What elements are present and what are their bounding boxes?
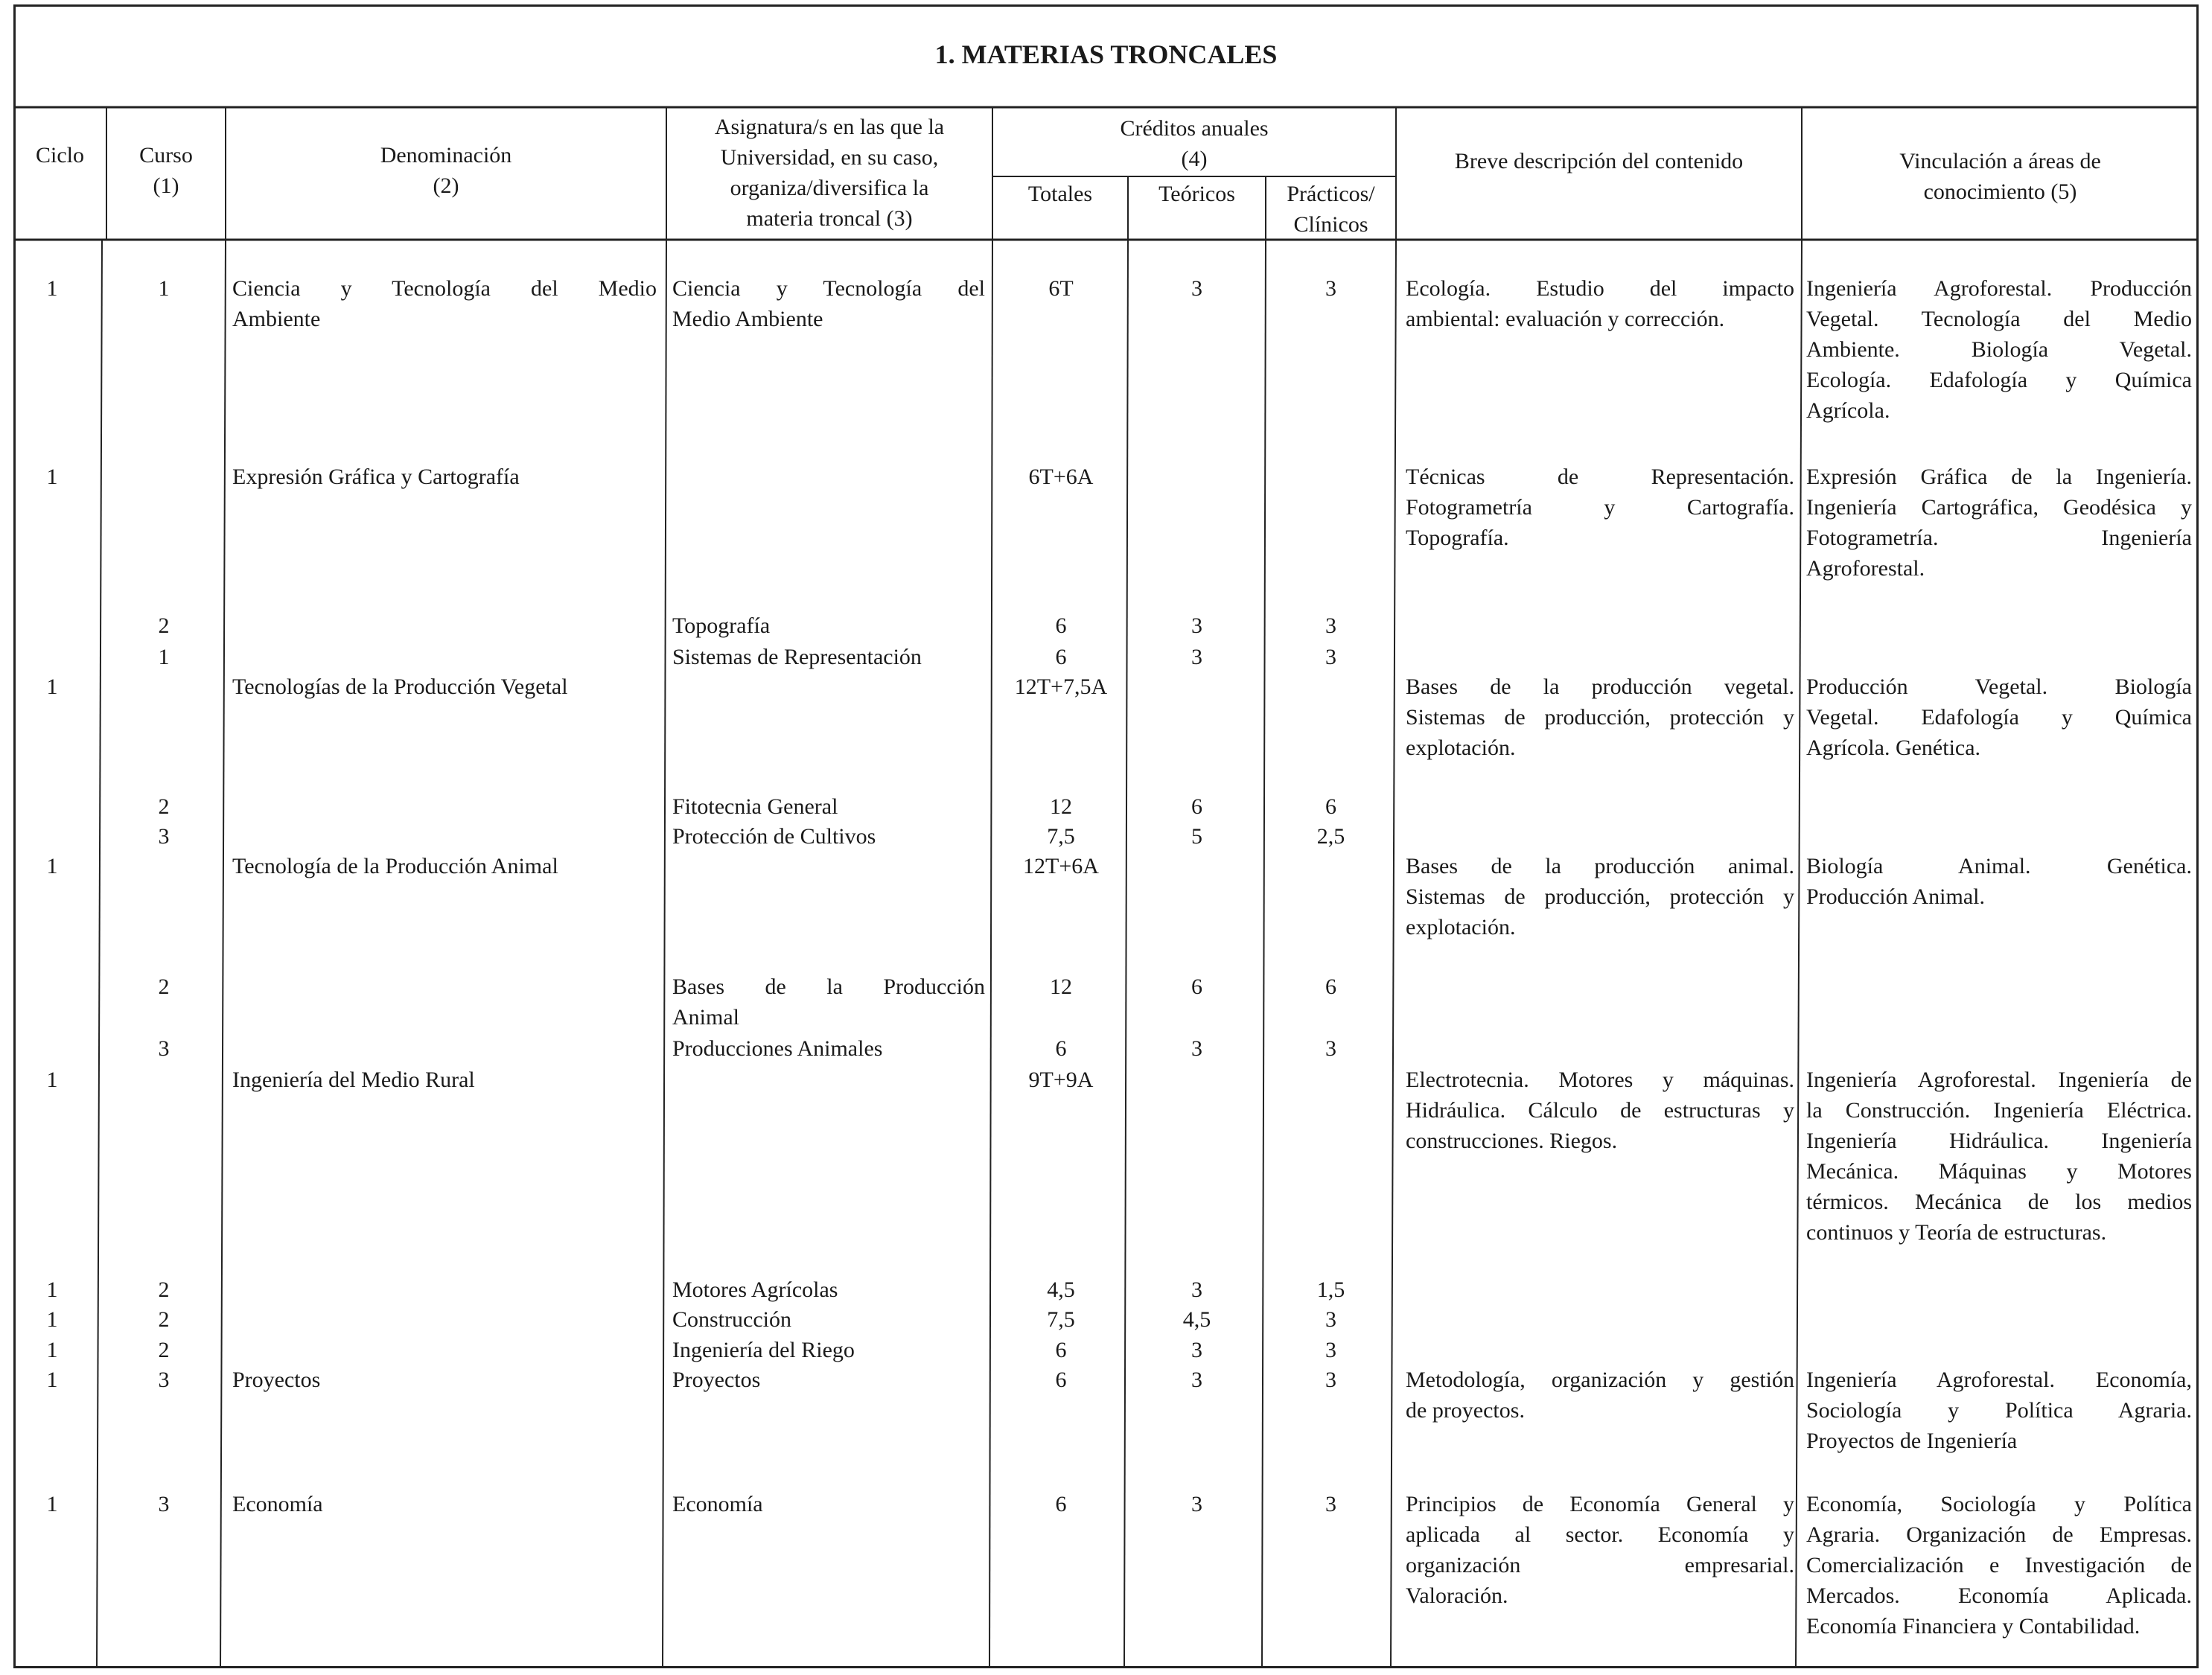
tot-line: 6T (1048, 276, 1074, 301)
tot-line: 12 (1050, 794, 1072, 819)
cell-asig (672, 1274, 985, 1305)
teo-line: 3 (1191, 1368, 1202, 1392)
desc-line: ambiental: evaluación y corrección. (1406, 307, 1725, 331)
tot-line: 6 (1055, 645, 1067, 669)
cell-teo (1128, 273, 1266, 304)
cell-pra (1266, 610, 1396, 641)
cell-tot (994, 1033, 1128, 1064)
vinc-line: Proyectos de Ingeniería (1806, 1429, 2018, 1453)
tot-line: 6 (1055, 1338, 1067, 1362)
tot-line: 7,5 (1047, 1307, 1075, 1332)
vinc-line: Mercados. Economía Aplicada. (1806, 1583, 2192, 1608)
desc-line: Fotogrametría y Cartografía. (1406, 495, 1794, 520)
desc-line: organización empresarial. (1406, 1553, 1794, 1577)
teo-line: 3 (1191, 1277, 1202, 1302)
cell-tot (994, 1065, 1128, 1095)
cell-curso (112, 1304, 216, 1335)
desc-line: Valoración. (1406, 1583, 1508, 1608)
vinc-line: Fotogrametría. Ingeniería (1806, 526, 2192, 550)
tot-line: 6 (1055, 1492, 1067, 1516)
desc-line: explotación. (1406, 736, 1516, 760)
cell-curso (112, 791, 216, 822)
curso-line: 1 (158, 276, 170, 301)
vinc-line: Economía Financiera y Contabilidad. (1806, 1614, 2141, 1639)
vinc-line: Biología Animal. Genética. (1806, 854, 2192, 878)
den-line: Expresión Gráfica y Cartografía (232, 465, 520, 489)
vinc-line: la Construcción. Ingeniería Eléctrica. (1806, 1098, 2192, 1123)
vinc-line: Sociología y Política Agraria. (1806, 1398, 2192, 1423)
cell-tot (994, 821, 1128, 852)
pra-line: 3 (1325, 645, 1336, 669)
cell-ciclo (22, 671, 82, 702)
teo-line: 3 (1191, 1036, 1202, 1061)
den-line: Tecnología de la Producción Animal (232, 854, 558, 878)
den-line: Economía (232, 1492, 323, 1516)
desc-line: Sistemas de producción, protección y (1406, 705, 1794, 730)
header-creditos: Créditos anuales (4) (1120, 116, 1269, 171)
ciclo-line: 1 (46, 1068, 58, 1092)
cell-curso (112, 1033, 216, 1064)
cell-teo (1128, 1274, 1266, 1305)
vinc-line: Ingeniería Hidráulica. Ingeniería (1806, 1129, 2192, 1153)
desc-line: explotación. (1406, 915, 1516, 939)
asig-line: Proyectos (672, 1368, 761, 1392)
teo-line: 3 (1191, 1492, 1202, 1516)
teo-line: 4,5 (1182, 1307, 1211, 1332)
cell-desc (1406, 273, 1794, 334)
cell-asig (672, 791, 985, 822)
cell-vinc (1806, 1065, 2192, 1248)
cell-ciclo (22, 1365, 82, 1395)
cell-asig (672, 1033, 985, 1064)
vinc-line: térmicos. Mecánica de los medios (1806, 1190, 2192, 1214)
header-practicos: Prácticos/ Clínicos (1287, 182, 1375, 237)
ciclo-line: 1 (46, 1338, 58, 1362)
cell-curso (112, 273, 216, 304)
cell-pra (1266, 1274, 1396, 1305)
pra-line: 3 (1325, 1036, 1336, 1061)
cell-ciclo (22, 851, 82, 881)
cell-asig (672, 1365, 985, 1395)
cell-den (232, 1365, 657, 1395)
pra-line: 3 (1325, 1338, 1336, 1362)
cell-vinc (1806, 273, 2192, 426)
desc-line: Bases de la producción vegetal. (1406, 674, 1794, 699)
cell-ciclo (22, 1274, 82, 1305)
cell-asig (672, 1489, 985, 1519)
tot-line: 6 (1055, 1368, 1067, 1392)
asig-line: Ingeniería del Riego (672, 1338, 855, 1362)
desc-line: aplicada al sector. Economía y (1406, 1522, 1794, 1547)
cell-curso (112, 610, 216, 641)
curso-line: 2 (158, 1307, 170, 1332)
cell-den (232, 462, 657, 492)
vinc-line: Producción Vegetal. Biología (1806, 674, 2192, 699)
curso-line: 3 (158, 1492, 170, 1516)
cell-curso (112, 1335, 216, 1365)
vinc-line: Ambiente. Biología Vegetal. (1806, 337, 2192, 362)
asig-line: Medio Ambiente (672, 307, 823, 331)
desc-line: Técnicas de Representación. (1406, 465, 1794, 489)
cell-tot (994, 1335, 1128, 1365)
asig-line: Fitotecnia General (672, 794, 838, 819)
cell-pra (1266, 642, 1396, 672)
cell-pra (1266, 1335, 1396, 1365)
desc-line: Electrotecnia. Motores y máquinas. (1406, 1068, 1794, 1092)
cell-pra (1266, 273, 1396, 304)
vinc-line: Agraria. Organización de Empresas. (1806, 1522, 2192, 1547)
pra-line: 3 (1325, 276, 1336, 301)
cell-curso (112, 821, 216, 852)
ciclo-line: 1 (46, 1277, 58, 1302)
asig-line: Ciencia y Tecnología del (672, 276, 985, 301)
cell-ciclo (22, 273, 82, 304)
cell-ciclo (22, 1335, 82, 1365)
den-line: Ingeniería del Medio Rural (232, 1068, 475, 1092)
curso-line: 3 (158, 1036, 170, 1061)
vinc-line: Vegetal. Edafología y Química (1806, 705, 2192, 730)
tot-line: 12T+7,5A (1014, 674, 1108, 699)
vinc-line: Ingeniería Agroforestal. Economía, (1806, 1368, 2192, 1392)
cell-asig (672, 273, 985, 334)
cell-tot (994, 610, 1128, 641)
header-curso: Curso (1) (139, 143, 193, 198)
vinc-line: Ecología. Edafología y Química (1806, 368, 2192, 392)
desc-line: Topografía. (1406, 526, 1509, 550)
cell-teo (1128, 642, 1266, 672)
cell-desc (1406, 462, 1794, 553)
cell-teo (1128, 1365, 1266, 1395)
cell-teo (1128, 791, 1266, 822)
asig-line: Construcción (672, 1307, 791, 1332)
teo-line: 3 (1191, 613, 1202, 638)
cell-teo (1128, 972, 1266, 1002)
vinc-line: Agrícola. Genética. (1806, 736, 1981, 760)
asig-line: Animal (672, 1005, 739, 1030)
tot-line: 12T+6A (1023, 854, 1099, 878)
curso-line: 2 (158, 1338, 170, 1362)
curso-line: 2 (158, 974, 170, 999)
cell-ciclo (22, 1489, 82, 1519)
cell-pra (1266, 1489, 1396, 1519)
teo-line: 3 (1191, 276, 1202, 301)
desc-line: Bases de la producción animal. (1406, 854, 1794, 878)
cell-ciclo (22, 1304, 82, 1335)
cell-pra (1266, 1033, 1396, 1064)
vinc-line: Comercialización e Investigación de (1806, 1553, 2192, 1577)
cell-desc (1406, 1489, 1794, 1611)
desc-line: Ecología. Estudio del impacto (1406, 276, 1794, 301)
tot-line: 6T+6A (1028, 465, 1094, 489)
ciclo-line: 1 (46, 465, 58, 489)
cell-teo (1128, 610, 1266, 641)
asig-line: Protección de Cultivos (672, 824, 876, 849)
tot-line: 12 (1050, 974, 1072, 999)
ciclo-line: 1 (46, 276, 58, 301)
cell-tot (994, 1274, 1128, 1305)
vinc-line: Ingeniería Agroforestal. Ingeniería de (1806, 1068, 2192, 1092)
cell-vinc (1806, 1365, 2192, 1456)
vinc-line: Vegetal. Tecnología del Medio (1806, 307, 2192, 331)
teo-line: 6 (1191, 794, 1202, 819)
cell-ciclo (22, 1065, 82, 1095)
cell-tot (994, 972, 1128, 1002)
cell-curso (112, 1274, 216, 1305)
header-asignaturas: Asignatura/s en las que la Universidad, en su caso, organiza/diversifica la materia troncal (3) (714, 115, 945, 231)
cell-curso (112, 1489, 216, 1519)
teo-line: 3 (1191, 645, 1202, 669)
vinc-line: continuos y Teoría de estructuras. (1806, 1220, 2107, 1245)
cell-vinc (1806, 671, 2192, 763)
cell-pra (1266, 821, 1396, 852)
teo-line: 6 (1191, 974, 1202, 999)
tot-line: 4,5 (1047, 1277, 1075, 1302)
desc-line: construcciones. Riegos. (1406, 1129, 1618, 1153)
cell-teo (1128, 1489, 1266, 1519)
desc-line: de proyectos. (1406, 1398, 1525, 1423)
asig-line: Sistemas de Representación (672, 645, 922, 669)
asig-line: Economía (672, 1492, 763, 1516)
cell-asig (672, 972, 985, 1033)
asig-line: Bases de la Producción (672, 974, 985, 999)
den-line: Proyectos (232, 1368, 321, 1392)
pra-line: 3 (1325, 613, 1336, 638)
pra-line: 6 (1325, 794, 1336, 819)
cell-vinc (1806, 462, 2192, 584)
cell-asig (672, 1304, 985, 1335)
cell-tot (994, 462, 1128, 492)
den-line: Ambiente (232, 307, 321, 331)
asig-line: Topografía (672, 613, 771, 638)
header-ciclo: Ciclo (36, 143, 84, 168)
curso-line: 2 (158, 613, 170, 638)
tot-line: 7,5 (1047, 824, 1075, 849)
cell-tot (994, 642, 1128, 672)
desc-line: Metodología, organización y gestión (1406, 1368, 1794, 1392)
cell-den (232, 1065, 657, 1095)
ciclo-line: 1 (46, 1368, 58, 1392)
ciclo-line: 1 (46, 854, 58, 878)
header-teoricos: Teóricos (1158, 182, 1235, 206)
pra-line: 1,5 (1316, 1277, 1345, 1302)
ciclo-line: 1 (46, 674, 58, 699)
header-descripcion: Breve descripción del contenido (1454, 149, 1744, 173)
cell-tot (994, 1365, 1128, 1395)
cell-pra (1266, 1304, 1396, 1335)
cell-asig (672, 642, 985, 672)
ciclo-line: 1 (46, 1492, 58, 1516)
cell-curso (112, 1365, 216, 1395)
cell-curso (112, 642, 216, 672)
curso-line: 3 (158, 1368, 170, 1392)
teo-line: 5 (1191, 824, 1202, 849)
pra-line: 6 (1325, 974, 1336, 999)
vinc-line: Ingeniería Agroforestal. Producción (1806, 276, 2192, 301)
cell-den (232, 1489, 657, 1519)
ciclo-line: 1 (46, 1307, 58, 1332)
asig-line: Motores Agrícolas (672, 1277, 838, 1302)
desc-line: Hidráulica. Cálculo de estructuras y (1406, 1098, 1794, 1123)
cell-vinc (1806, 851, 2192, 912)
cell-asig (672, 1335, 985, 1365)
cell-teo (1128, 1033, 1266, 1064)
cell-pra (1266, 972, 1396, 1002)
cell-den (232, 273, 657, 334)
page-title: 1. MATERIAS TRONCALES (934, 39, 1278, 69)
header-vinculacion: Vinculación a áreas de conocimiento (5) (1899, 149, 2101, 204)
header-totales: Totales (1027, 182, 1093, 206)
curso-line: 2 (158, 794, 170, 819)
cell-den (232, 851, 657, 881)
den-line: Tecnologías de la Producción Vegetal (232, 674, 568, 699)
cell-asig (672, 821, 985, 852)
cell-tot (994, 671, 1128, 702)
cell-tot (994, 273, 1128, 304)
header-denominacion: Denominación (2) (380, 143, 512, 198)
cell-desc (1406, 671, 1794, 763)
desc-line: Sistemas de producción, protección y (1406, 884, 1794, 909)
pra-line: 3 (1325, 1368, 1336, 1392)
cell-tot (994, 851, 1128, 881)
curso-line: 2 (158, 1277, 170, 1302)
tot-line: 9T+9A (1028, 1068, 1094, 1092)
curso-line: 3 (158, 824, 170, 849)
vinc-line: Economía, Sociología y Política (1806, 1492, 2192, 1516)
vinc-line: Mecánica. Máquinas y Motores (1806, 1159, 2192, 1184)
cell-den (232, 671, 657, 702)
cell-tot (994, 1304, 1128, 1335)
vinc-line: Producción Animal. (1806, 884, 1985, 909)
tot-line: 6 (1055, 1036, 1067, 1061)
pra-line: 3 (1325, 1492, 1336, 1516)
vinc-line: Agrícola. (1806, 398, 1890, 423)
pra-line: 3 (1325, 1307, 1336, 1332)
cell-tot (994, 1489, 1128, 1519)
cell-desc (1406, 851, 1794, 942)
cell-asig (672, 610, 985, 641)
desc-line: Principios de Economía General y (1406, 1492, 1794, 1516)
cell-pra (1266, 791, 1396, 822)
cell-teo (1128, 821, 1266, 852)
den-line: Ciencia y Tecnología del Medio (232, 276, 657, 301)
vinc-line: Ingeniería Cartográfica, Geodésica y (1806, 495, 2192, 520)
cell-curso (112, 972, 216, 1002)
curso-line: 1 (158, 645, 170, 669)
cell-vinc (1806, 1489, 2192, 1642)
teo-line: 3 (1191, 1338, 1202, 1362)
cell-pra (1266, 1365, 1396, 1395)
cell-teo (1128, 1335, 1266, 1365)
cell-teo (1128, 1304, 1266, 1335)
cell-desc (1406, 1365, 1794, 1426)
cell-tot (994, 791, 1128, 822)
asig-line: Producciones Animales (672, 1036, 883, 1061)
cell-desc (1406, 1065, 1794, 1156)
pra-line: 2,5 (1316, 824, 1345, 849)
cell-ciclo (22, 462, 82, 492)
vinc-line: Expresión Gráfica de la Ingeniería. (1806, 465, 2192, 489)
vinc-line: Agroforestal. (1806, 556, 1925, 581)
tot-line: 6 (1055, 613, 1067, 638)
